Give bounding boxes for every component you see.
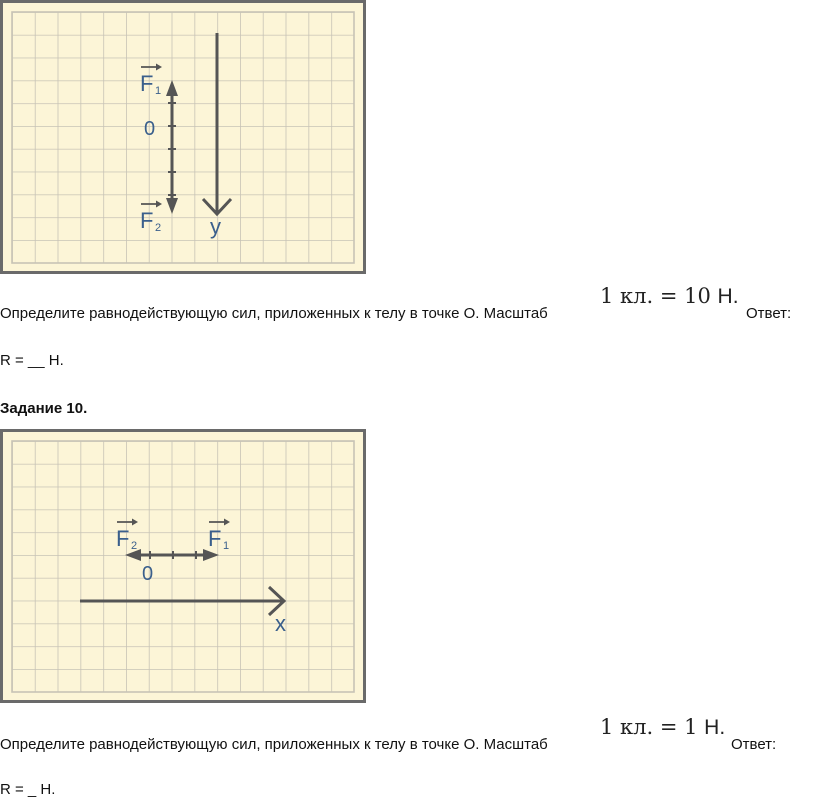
y-axis-label: y [210,214,221,239]
figure-forces-horizontal [0,429,366,703]
svg-text:F: F [140,71,154,96]
task10-scale-formula: 1 кл. = 1 Н. [600,715,726,739]
x-axis-label: x [275,611,286,636]
svg-text:1: 1 [155,85,162,97]
svg-text:F: F [208,526,222,551]
task10-question: Определите равнодействующую сил, приложенных к телу в точке О. Масштаб [0,736,548,753]
task10-answer-label: Ответ: [731,736,777,753]
figure-forces-vertical [0,0,366,274]
task9-answer-line: R = __ Н. [0,352,64,369]
task10-heading: Задание 10. [0,400,88,417]
origin-label: 0 [142,563,154,585]
task9-answer-label: Ответ: [746,305,792,322]
task9-question: Определите равнодействующую сил, приложенных к телу в точке О. Масштаб [0,305,548,322]
svg-text:F: F [116,526,130,551]
svg-text:2: 2 [155,222,162,234]
origin-label: 0 [144,118,156,140]
svg-text:1: 1 [223,540,230,552]
svg-text:F: F [140,208,154,233]
svg-text:2: 2 [131,540,138,552]
task10-answer-line: R = _ Н. [0,781,56,798]
task9-scale-formula: 1 кл. = 10 Н. [600,284,739,308]
